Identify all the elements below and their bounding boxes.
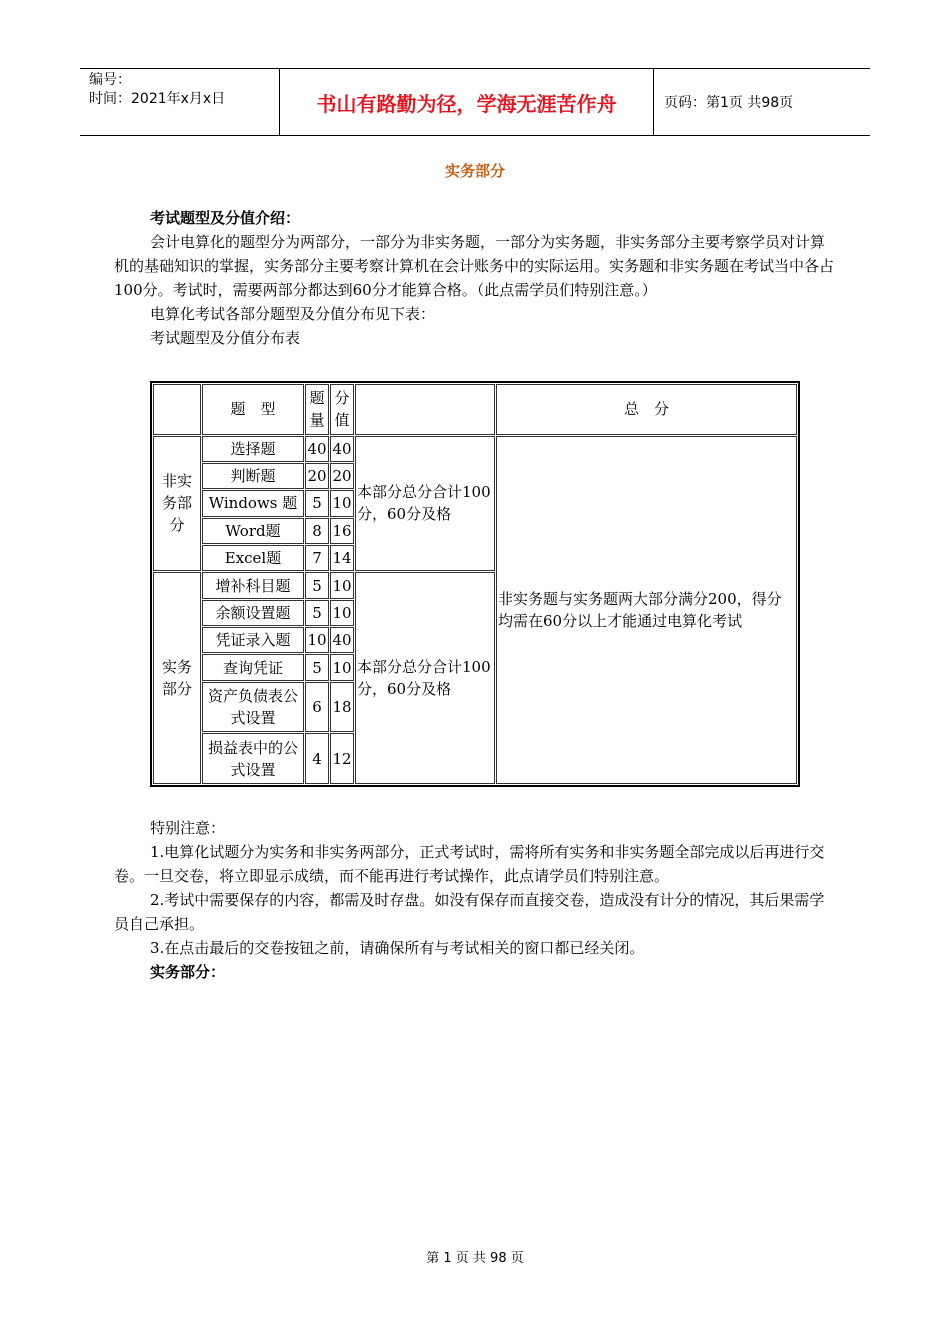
row-type: 查询凭证 bbox=[202, 654, 304, 680]
row-type: 余额设置题 bbox=[202, 600, 304, 626]
group-summary: 本部分总分合计100分，60分及格 bbox=[355, 436, 495, 572]
table-row bbox=[153, 436, 797, 462]
row-type: 选择题 bbox=[202, 436, 304, 462]
row-score: 10 bbox=[330, 600, 354, 626]
intro-paragraph: 会计电算化的题型分为两部分，一部分为非实务题，一部分为实务题，非实务部分主要考察学员对计算机的基础知识的掌握，实务部分主要考察计算机在会计账务中的实际运用。实务题和非实务题在考试当中各占100分。考试时，需要两部分都达到60分才能算合格。（此点需学员们特别注意。） bbox=[114, 233, 835, 299]
table-intro: 电算化考试各部分题型及分值分布见下表： bbox=[150, 305, 436, 323]
time-label: 时间：2021年x月x日 bbox=[89, 91, 226, 107]
header-meta bbox=[80, 69, 280, 135]
row-count: 40 bbox=[305, 436, 329, 462]
row-type: Excel题 bbox=[202, 545, 304, 571]
number-label: 编号： bbox=[89, 72, 131, 88]
row-score: 16 bbox=[330, 518, 354, 544]
intro-heading: 考试题型及分值介绍： bbox=[150, 209, 301, 227]
row-type: 损益表中的公式设置 bbox=[202, 733, 304, 784]
header-type: 题 型 bbox=[202, 384, 304, 435]
notes-heading: 特别注意： bbox=[150, 819, 226, 837]
note-item: 2.考试中需要保存的内容，都需及时存盘。如没有保存而直接交卷，造成没有计分的情况，其后果需学员自己承担。 bbox=[114, 891, 825, 933]
header-empty-cell bbox=[153, 384, 201, 435]
header-score: 分值 bbox=[330, 384, 354, 435]
row-count: 6 bbox=[305, 682, 329, 733]
row-score: 10 bbox=[330, 654, 354, 680]
row-count: 5 bbox=[305, 572, 329, 598]
section-title: 实务部分 bbox=[444, 162, 505, 180]
row-score: 18 bbox=[330, 682, 354, 733]
intro-section bbox=[114, 206, 838, 350]
score-table bbox=[150, 381, 800, 787]
note-item: 1.电算化试题分为实务和非实务两部分，正式考试时，需将所有实务和非实务题全部完成以后再进行交卷。一旦交卷，将立即显示成绩，而不能再进行考试操作，此点请学员们特别注意。 bbox=[114, 843, 825, 885]
table-caption: 考试题型及分值分布表 bbox=[150, 329, 301, 347]
row-type: 资产负债表公式设置 bbox=[202, 682, 304, 733]
row-count: 5 bbox=[305, 600, 329, 626]
header-motto: 书山有路勤为径，学海无涯苦作舟 bbox=[280, 69, 654, 135]
row-type: 增补科目题 bbox=[202, 572, 304, 598]
row-count: 10 bbox=[305, 627, 329, 653]
group-label: 实务部分 bbox=[153, 572, 201, 784]
row-score: 20 bbox=[330, 463, 354, 489]
row-count: 5 bbox=[305, 490, 329, 516]
row-score: 40 bbox=[330, 627, 354, 653]
row-count: 5 bbox=[305, 654, 329, 680]
row-score: 10 bbox=[330, 572, 354, 598]
closing-heading: 实务部分： bbox=[150, 963, 226, 981]
header-page-info: 页码：第1页 共98页 bbox=[664, 95, 794, 111]
row-count: 4 bbox=[305, 733, 329, 784]
page-footer: 第 1 页 共 98 页 bbox=[426, 1251, 524, 1266]
page-header bbox=[80, 68, 870, 136]
overall-total: 非实务题与实务题两大部分满分200，得分均需在60分以上才能通过电算化考试 bbox=[496, 436, 797, 784]
header-count: 题量 bbox=[305, 384, 329, 435]
row-score: 14 bbox=[330, 545, 354, 571]
row-count: 7 bbox=[305, 545, 329, 571]
row-count: 20 bbox=[305, 463, 329, 489]
row-count: 8 bbox=[305, 518, 329, 544]
header-summary-empty bbox=[355, 384, 495, 435]
notes-section bbox=[114, 816, 838, 984]
row-score: 10 bbox=[330, 490, 354, 516]
table-header-row bbox=[153, 384, 797, 435]
row-type: 凭证录入题 bbox=[202, 627, 304, 653]
group-label: 非实务部分 bbox=[153, 436, 201, 572]
row-score: 12 bbox=[330, 733, 354, 784]
row-score: 40 bbox=[330, 436, 354, 462]
header-total: 总 分 bbox=[496, 384, 797, 435]
row-type: Word题 bbox=[202, 518, 304, 544]
row-type: Windows 题 bbox=[202, 490, 304, 516]
note-item: 3.在点击最后的交卷按钮之前，请确保所有与考试相关的窗口都已经关闭。 bbox=[150, 939, 645, 957]
group-summary: 本部分总分合计100分，60分及格 bbox=[355, 572, 495, 784]
row-type: 判断题 bbox=[202, 463, 304, 489]
